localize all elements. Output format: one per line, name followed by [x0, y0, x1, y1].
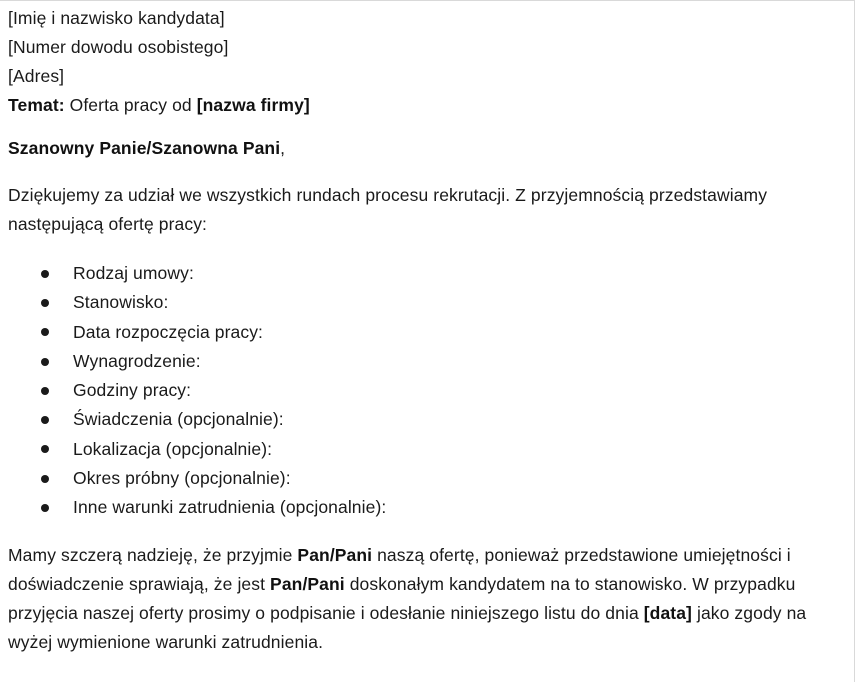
bullet-icon [41, 387, 49, 395]
terms-list [8, 259, 848, 523]
closing-text-3: doskonałym kandydatem na to stanowisko. W przypadku przyjęcia naszej oferty prosimy o podpisanie i odesłanie niniejszego listu do dnia [8, 573, 796, 623]
term-label: Stanowisko: [73, 292, 169, 313]
list-item [8, 318, 848, 347]
subject-label: Temat: [8, 95, 65, 115]
bullet-icon [41, 416, 49, 424]
closing-bold-2: Pan/Pani [270, 573, 345, 594]
list-item [8, 347, 848, 376]
date-placeholder: [data] [643, 602, 692, 623]
salutation [8, 134, 848, 163]
term-label: Godziny pracy: [73, 380, 192, 401]
list-item [8, 288, 848, 317]
closing-text-2: naszą ofertę, ponieważ przedstawione umiejętności i doświadczenie sprawiają, że jest [8, 544, 791, 594]
salutation-text: Szanowny Panie/Szanowna Pani [8, 138, 281, 158]
list-item [8, 435, 848, 464]
id-number: [Numer dowodu osobistego] [8, 37, 229, 57]
intro-paragraph: Dziękujemy za udział we wszystkich rundach procesu rekrutacji. Z przyjemnością przedstawiamy następującą ofertę pracy: [8, 185, 768, 234]
bullet-icon [41, 475, 49, 483]
candidate-name: [Imię i nazwisko kandydata] [8, 8, 225, 28]
offer-letter [8, 4, 848, 657]
list-item [8, 259, 848, 288]
closing-text-4: jako zgody na wyżej wymienione warunki zatrudnienia. [8, 602, 807, 652]
term-label: Lokalizacja (opcjonalnie): [73, 438, 273, 459]
bullet-icon [41, 358, 49, 366]
list-item [8, 493, 848, 522]
subject-text: Oferta pracy od [64, 95, 197, 115]
closing-paragraph [8, 541, 848, 657]
bullet-icon [41, 270, 49, 278]
subject-line [8, 91, 848, 120]
salutation-punct: , [280, 138, 286, 158]
term-label: Okres próbny (opcjonalnie): [73, 468, 291, 489]
list-item [8, 405, 848, 434]
bullet-icon [41, 504, 49, 512]
bullet-icon [41, 328, 49, 336]
closing-bold-1: Pan/Pani [297, 544, 373, 565]
list-item [8, 376, 848, 405]
term-label: Inne warunki zatrudnienia (opcjonalnie): [73, 497, 387, 518]
list-item [8, 464, 848, 493]
closing-text-1: Mamy szczerą nadzieję, że przyjmie [8, 544, 298, 565]
term-label: Wynagrodzenie: [73, 350, 201, 371]
company-placeholder: [nazwa firmy] [196, 95, 310, 115]
address: [Adres] [8, 66, 65, 86]
bullet-icon [41, 445, 49, 453]
term-label: Data rozpoczęcia pracy: [73, 321, 264, 342]
bullet-icon [41, 299, 49, 307]
term-label: Świadczenia (opcjonalnie): [73, 409, 284, 430]
term-label: Rodzaj umowy: [73, 263, 194, 283]
